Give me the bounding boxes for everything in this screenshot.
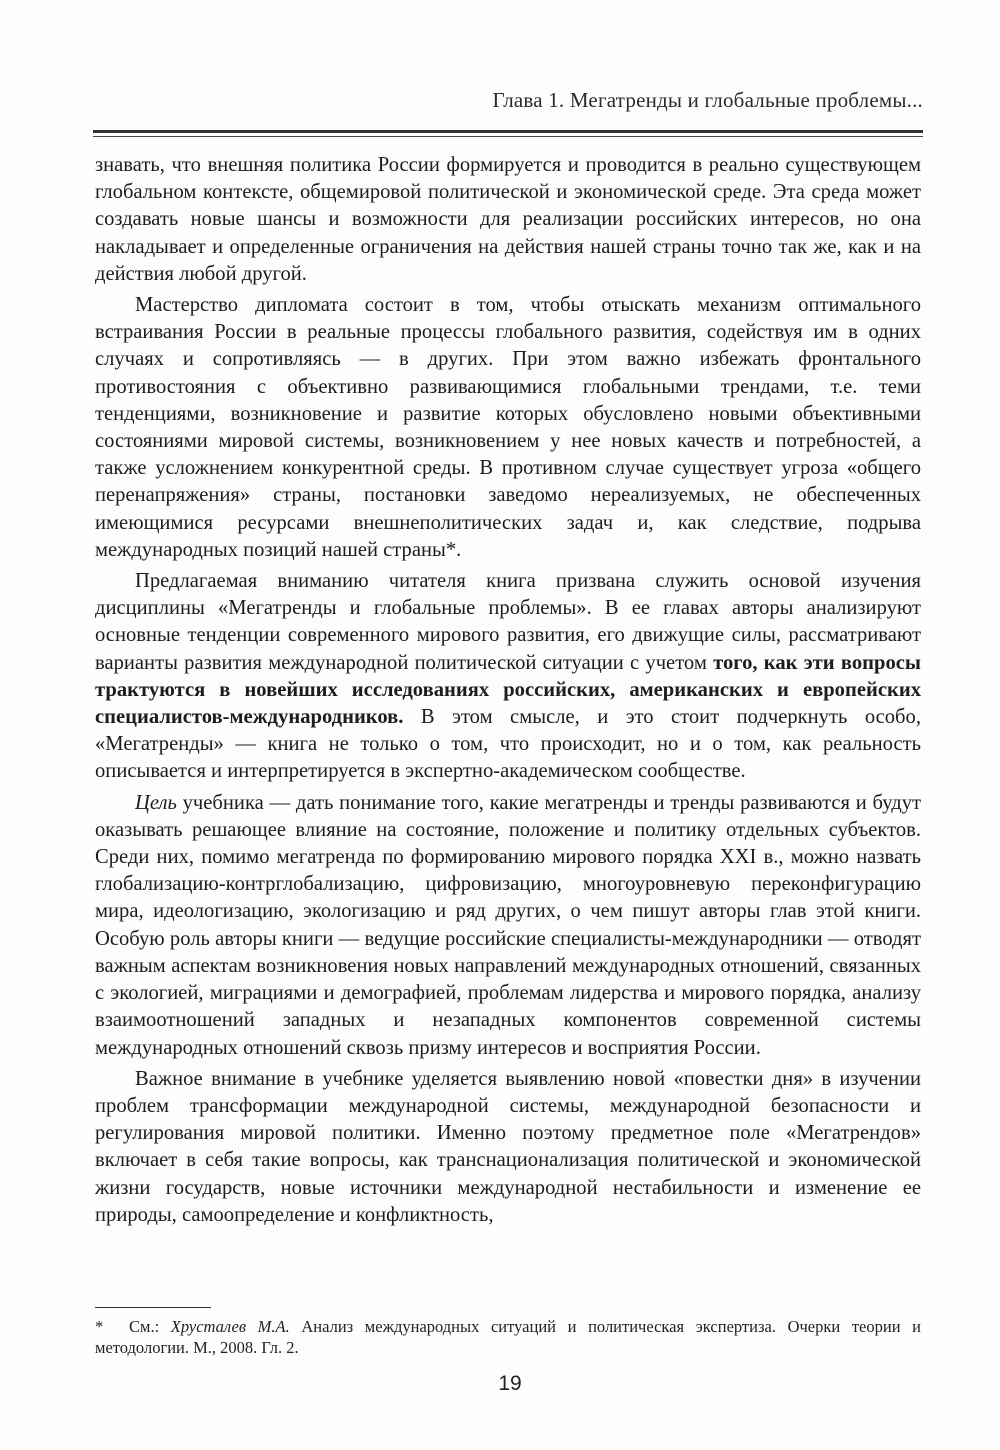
paragraph-3-text-end: В этом смысле, и это стоит подчеркнуть особо, «Мегатренды» — книга не только о том, что происходит, но и о том, как реальность описывается и интерпретируется в экспертно-академическом сообществе. [95,706,921,783]
header-rule-thin [93,136,923,137]
paragraph-5: Важное внимание в учебнике уделяется выявлению новой «повестки дня» в изучении проблем трансформации международной системы, международной безопасности и регулирования мировой политики. Именно поэтому предметное поле «Мегатрендов» включает в себя такие вопросы, как транснационализация политической и экономической жизни государств, новые источники международной нестабильности и изменение ее природы, самоопределение и конфликтность, [95,1067,921,1226]
footnote-author: Хрусталев М.А. [170,1317,290,1336]
paragraph-3 [95,568,921,786]
footnote-prefix: См.: [129,1317,171,1336]
paragraph-4-italic-term: Цель [135,791,177,814]
paragraph-4-text: учебника — дать понимание того, какие мегатренды и тренды развиваются и будут оказывать решающее влияние на состояние, положение и политику отдельных субъектов. Среди них, помимо мегатренда по формированию мирового порядка XXI в., можно назвать глобализацию-контрглобализацию, цифровизацию, многоуровневую переконфигурацию мира, идеологизацию, экологизацию и ряд других, о чем пишут авторы глав этой книги. Особую роль авторы книги — ведущие российские специалисты-международники — отводят важным аспектам возникновения новых направлений международных отношений, связанных с экологией, миграциями и демографией, проблемам лидерства и мирового порядка, анализу взаимоотношений западных и незападных компонентов современной системы международных отношений сквозь призму интересов и восприятия России. [95,791,921,1059]
footnote [95,1316,921,1358]
header-rule-thick [93,130,923,133]
paragraph-3-bold-text: того, как эти вопросы трактуются в новейших исследованиях российских, американских и европейских специалистов-международников. [95,651,921,729]
paragraph-3-text-start: Предлагаемая вниманию читателя книга призвана служить основой изучения дисциплины «Мегатренды и глобальные проблемы». В ее главах авторы анализируют основные тенденции современного мирового развития, его движущие силы, рассматривают варианты развития международной политической ситуации с учетом [95,570,921,674]
paragraph-1: знавать, что внешняя политика России формируется и проводится в реально существующем глобальном контексте, общемировой политической и экономической среде. Эта среда может создавать новые шансы и возможности для реализации российских интересов, но она накладывает и определенные ограничения на действия нашей страны точно так же, как и на действия любой другой. [95,154,921,285]
page-number: 19 [498,1372,522,1395]
running-head: Глава 1. Мегатренды и глобальные проблемы... [492,88,923,112]
body-text [95,152,921,1233]
footnote-text: Анализ международных ситуаций и политическая экспертиза. Очерки теории и методологии. М., 2008. Гл. 2. [95,1317,921,1357]
footnote-rule [95,1307,211,1308]
paragraph-4 [95,790,921,1062]
footnote-mark: * [95,1317,104,1336]
paragraph-2: Мастерство дипломата состоит в том, чтобы отыскать механизм оптимального встраивания России в реальные процессы глобального развития, содействуя им в одних случаях и сопротивляясь — в других. При этом важно избежать фронтального противостояния с объективно развивающимися глобальными трендами, т.е. теми тенденциями, возникновение и развитие которых обусловлено новыми объективными состояниями мировой системы, возникновением у нее новых качеств и потребностей, а также усложнением конкурентной среды. В противном случае существует угроза «общего перенапряжения» страны, постановки заведомо нереализуемых, не обеспеченных имеющимися ресурсами внешнеполитических задач и, как следствие, подрыва международных позиций нашей страны*. [95,294,921,561]
